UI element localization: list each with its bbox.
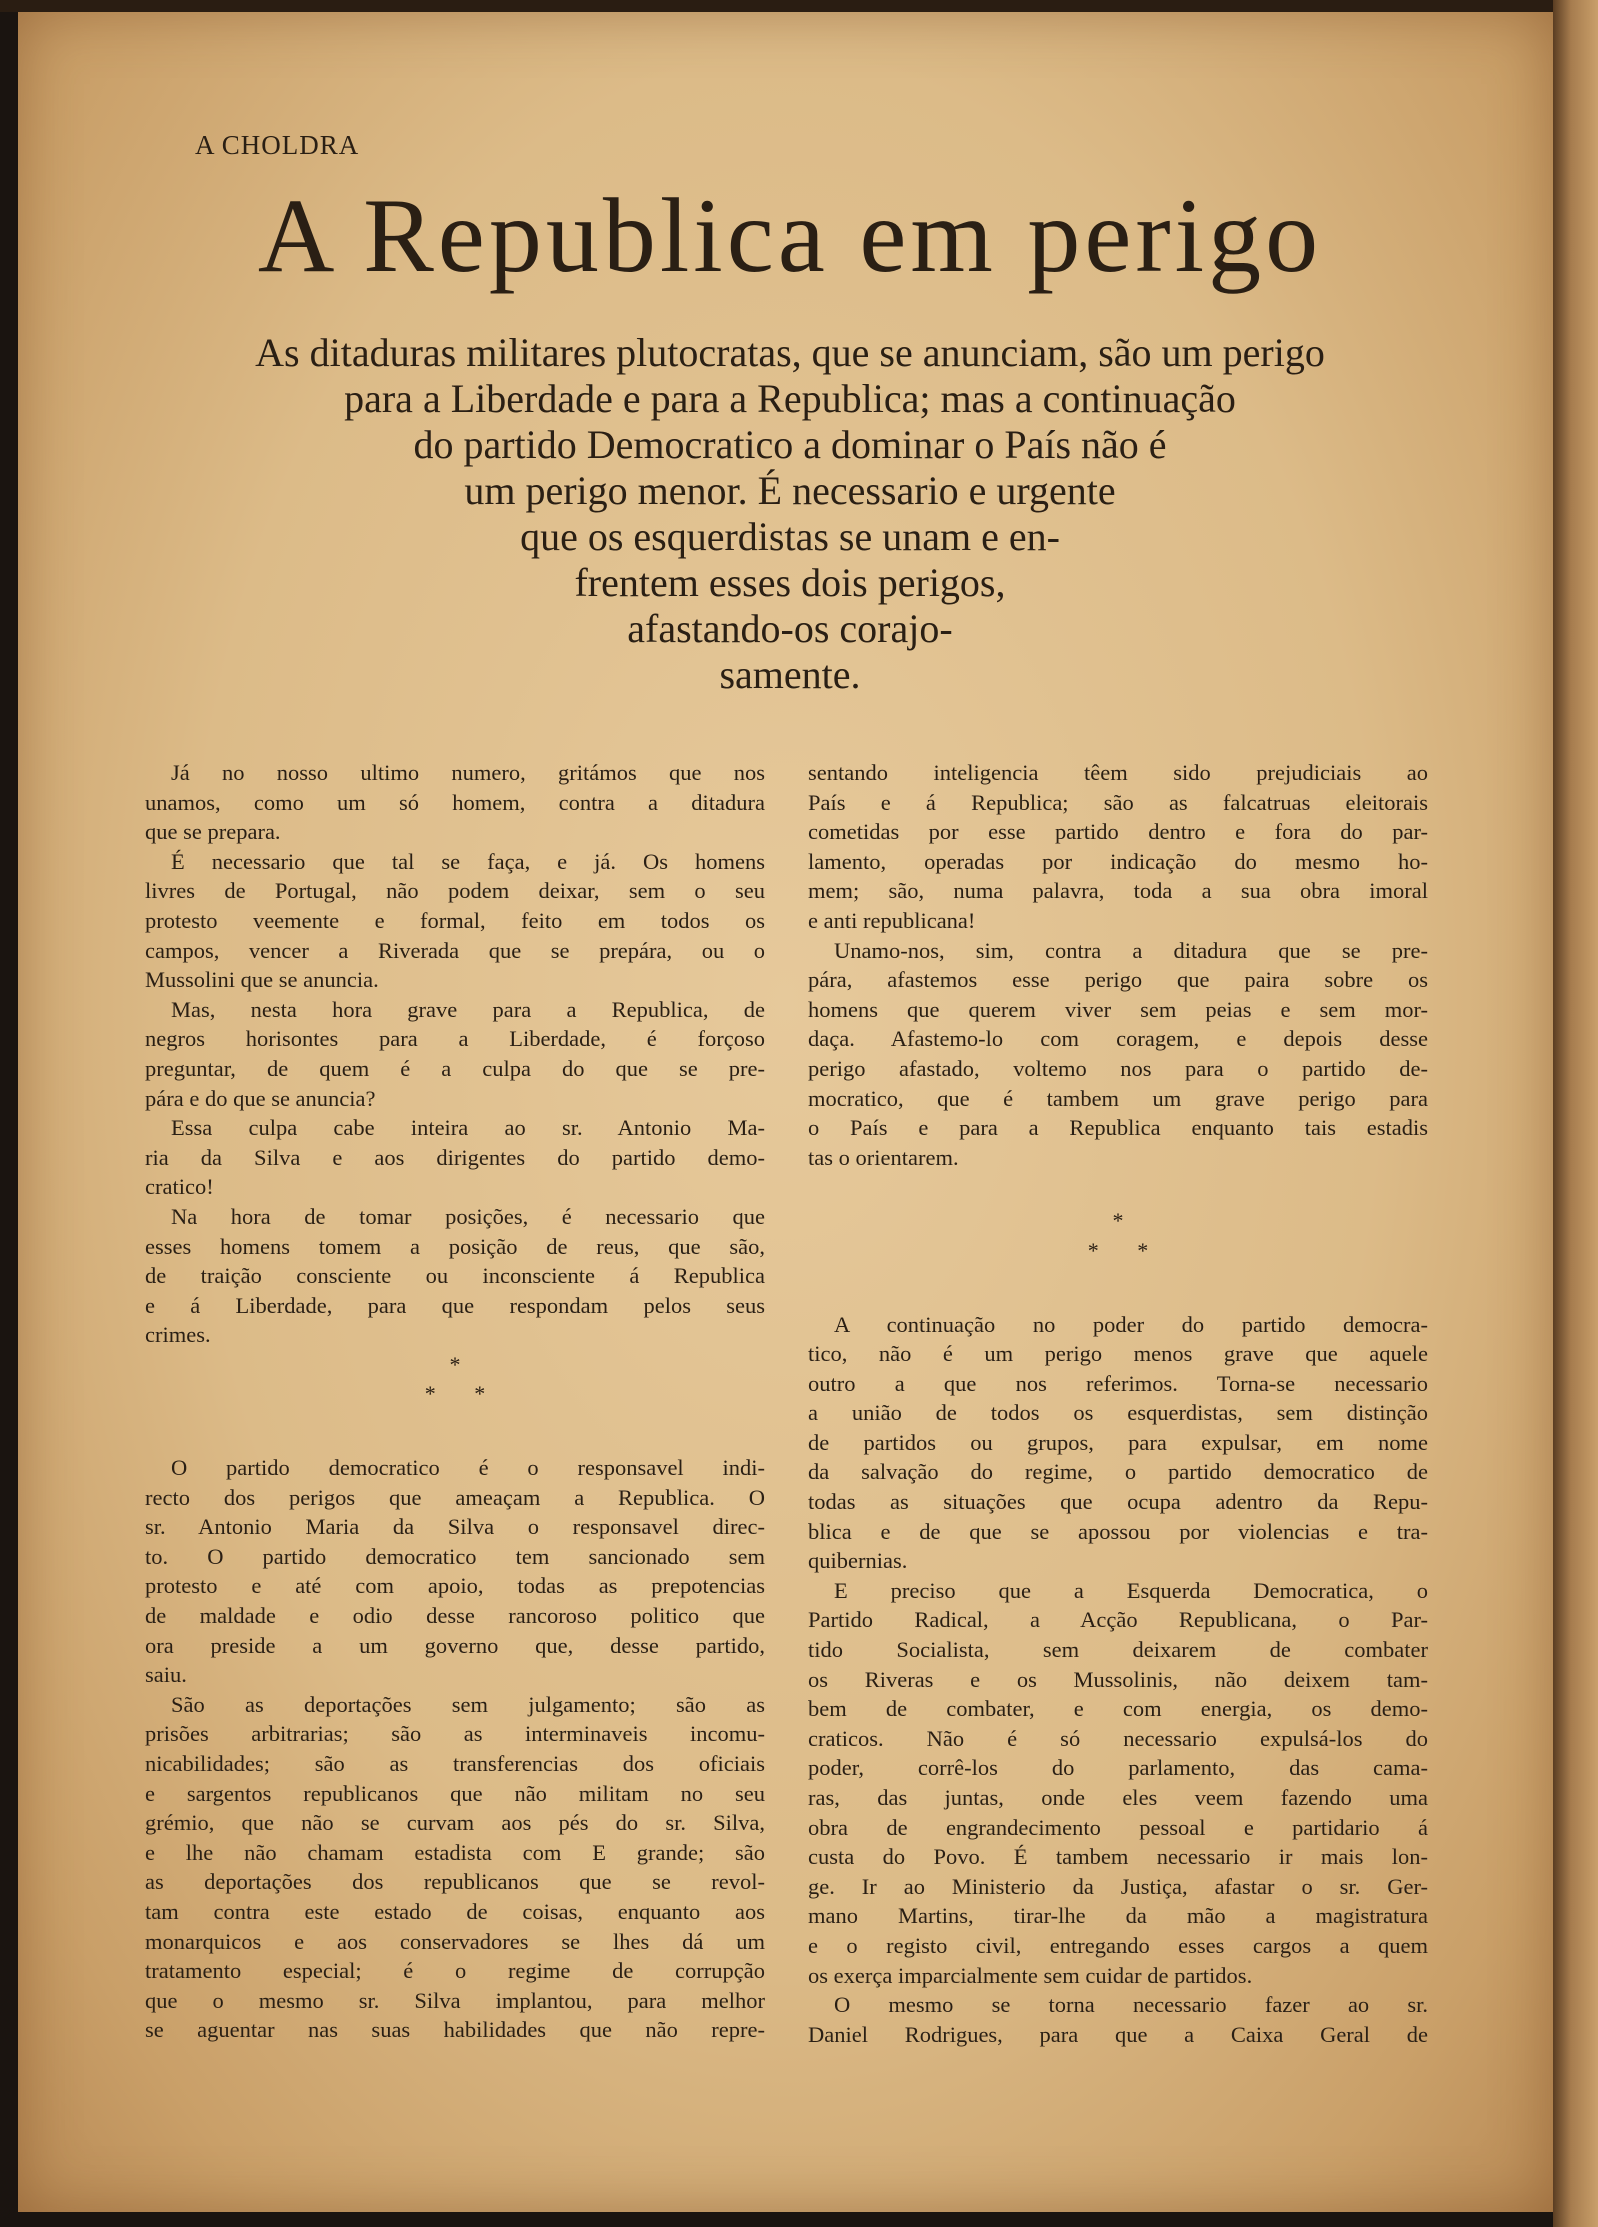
text-line: Unamo-nos, sim, contra a ditadura que se pre-: [834, 937, 1428, 963]
text-line: Na hora de tomar posições, é necessario que: [171, 1203, 765, 1229]
lead-paragraph: [130, 330, 1450, 698]
text-line: quibernias.: [808, 1548, 908, 1574]
text-line: protesto veemente e formal, feito em todos os: [145, 907, 765, 933]
text-line: esses homens tomem a posição de reus, que são,: [145, 1233, 765, 1259]
text-line: cratico!: [145, 1174, 214, 1200]
text-line: o País e para a Republica enquanto tais estadis: [808, 1115, 1428, 1141]
text-line: que se prepara.: [145, 819, 281, 845]
text-line: Já no nosso ultimo numero, gritámos que nos: [171, 760, 765, 785]
text-line: a união de todos os esquerdistas, sem distinção: [808, 1400, 1428, 1426]
lead-line: frentem esses dois perigos,: [574, 560, 1006, 605]
text-line: Essa culpa cabe inteira ao sr. Antonio Ma-: [171, 1115, 765, 1141]
page-top-edge: [0, 0, 1598, 12]
text-line: ras, das juntas, onde eles veem fazendo uma: [808, 1785, 1428, 1810]
lead-line: As ditaduras militares plutocratas, que se anunciam, são um perigo: [255, 330, 1325, 375]
text-line: O partido democratico é o responsavel indi-: [171, 1455, 765, 1481]
text-line: E preciso que a Esquerda Democratica, o: [834, 1577, 1428, 1603]
text-line: lamento, operadas por indicação do mesmo ho-: [808, 848, 1428, 874]
text-line: campos, vencer a Riverada que se prepára, ou o: [145, 937, 765, 963]
text-line: livres de Portugal, não podem deixar, sem o seu: [145, 878, 765, 904]
section-divider-star: *: [1112, 1208, 1124, 1234]
text-line: tido Socialista, sem deixarem de combater: [808, 1637, 1428, 1663]
text-line: de partidos ou grupos, para expulsar, em nome: [808, 1429, 1428, 1455]
text-line: e á Liberdade, para que respondam pelos seus: [145, 1292, 765, 1318]
text-line: nicabilidades; são as transferencias dos oficiais: [145, 1751, 765, 1776]
text-line: e sargentos republicanos que não militam no seu: [145, 1780, 765, 1806]
lead-line: samente.: [719, 652, 861, 697]
text-line: de traição consciente ou inconsciente á Republica: [145, 1263, 765, 1289]
text-line: craticos. Não é só necessario expulsá-los do: [808, 1725, 1428, 1751]
text-line: custa do Povo. É tambem necessario ir mais lon-: [808, 1844, 1428, 1870]
headline: A Republica em perigo: [257, 177, 1323, 294]
text-line: Daniel Rodrigues, para que a Caixa Geral de: [808, 2021, 1428, 2047]
text-line: homens que querem viver sem peias e sem mor-: [808, 996, 1428, 1022]
text-line: recto dos perigos que ameaçam a Republica. O: [145, 1484, 765, 1510]
section-divider-stars: * *: [1087, 1237, 1149, 1263]
text-line: Partido Radical, a Acção Republicana, o Par-: [808, 1607, 1428, 1633]
text-line: cometidas por esse partido dentro e fora do par-: [808, 819, 1428, 845]
text-line: monarquicos e aos conservadores se lhes dá um: [145, 1928, 765, 1954]
text-line: de maldade e odio desse rancoroso politico que: [145, 1603, 765, 1629]
text-line: todas as situações que ocupa adentro da Repu-: [808, 1489, 1428, 1515]
text-line: crimes.: [145, 1322, 211, 1348]
text-line: negros horisontes para a Liberdade, é forçoso: [145, 1026, 765, 1052]
text-line: Mussolini que se anuncia.: [145, 967, 379, 993]
text-line: os Riveras e os Mussolinis, não deixem tam-: [808, 1666, 1428, 1692]
text-line: unamos, como um só homem, contra a ditadura: [145, 789, 765, 815]
text-line: daça. Afastemo-lo com coragem, e depois desse: [808, 1026, 1428, 1052]
spacer: [808, 1172, 1428, 1206]
section-divider-star: *: [449, 1351, 461, 1377]
text-line: sr. Antonio Maria da Silva o responsavel direc-: [145, 1514, 765, 1540]
text-line: tam contra este estado de coisas, enquanto aos: [145, 1898, 765, 1924]
text-line: mano Martins, tirar-lhe da mão a magistratura: [808, 1903, 1428, 1929]
text-line: perigo afastado, voltemo nos para o partido de-: [808, 1055, 1428, 1081]
section-divider-stars: * *: [424, 1381, 486, 1407]
text-line: É necessario que tal se faça, e já. Os homens: [171, 848, 765, 874]
text-line: ora preside a um governo que, desse partido,: [145, 1632, 765, 1658]
text-line: os exerça imparcialmente sem cuidar de partidos.: [808, 1962, 1253, 1988]
text-line: outro a que nos referimos. Torna-se necessario: [808, 1370, 1428, 1396]
text-line: prisões arbitrarias; são as interminaveis incomu-: [145, 1721, 765, 1747]
text-line: São as deportações sem julgamento; são as: [171, 1691, 765, 1717]
text-line: tratamento especial; é o regime de corrupção: [145, 1958, 765, 1984]
text-line: que o mesmo sr. Silva implantou, para melhor: [145, 1987, 765, 2013]
lead-line: um perigo menor. É necessario e urgente: [464, 468, 1116, 513]
lead-line: do partido Democratico a dominar o País não é: [413, 422, 1167, 467]
text-line: ria da Silva e aos dirigentes do partido demo-: [145, 1144, 765, 1170]
text-line: ge. Ir ao Ministerio da Justiça, afastar o sr. Ger-: [808, 1873, 1428, 1899]
text-line: Mas, nesta hora grave para a Republica, de: [171, 996, 765, 1022]
text-line: saiu.: [145, 1662, 187, 1688]
text-line: tas o orientarem.: [808, 1144, 959, 1170]
adjacent-page-edge: [1553, 0, 1598, 2227]
text-line: O mesmo se torna necessario fazer ao sr.: [834, 1992, 1428, 2018]
text-line: tico, não é um perigo menos grave que aquele: [808, 1341, 1428, 1367]
text-line: se aguentar nas suas habilidades que não repre-: [145, 2017, 765, 2043]
spacer: [145, 1409, 765, 1453]
spacer: [808, 1266, 1428, 1310]
text-line: e anti republicana!: [808, 907, 976, 933]
text-line: grémio, que não se curvam aos pés do sr. Silva,: [145, 1810, 765, 1836]
text-line: País e á Republica; são as falcatruas eleitorais: [808, 789, 1428, 815]
text-line: poder, corrê-los do parlamento, das cama-: [808, 1755, 1428, 1781]
left-column: [145, 758, 765, 2045]
text-line: pára, afastemos esse perigo que paira sobre os: [808, 967, 1428, 993]
right-column: [808, 758, 1428, 2049]
section-label: A CHOLDRA: [195, 130, 360, 160]
lead-line: que os esquerdistas se unam e en-: [520, 514, 1060, 559]
text-line: e lhe não chamam estadista com E grande; são: [145, 1839, 765, 1865]
text-line: A continuação no poder do partido democra-: [834, 1311, 1428, 1337]
text-line: to. O partido democratico tem sancionado sem: [145, 1543, 765, 1569]
text-line: da salvação do regime, o partido democratico de: [808, 1459, 1428, 1485]
text-line: protesto e até com apoio, todas as prepotencias: [145, 1573, 765, 1599]
text-line: mem; são, numa palavra, toda a sua obra imoral: [808, 878, 1428, 904]
text-line: pára e do que se anuncia?: [145, 1085, 376, 1111]
lead-line: para a Liberdade e para a Republica; mas a continuação: [344, 376, 1236, 421]
text-line: blica e de que se apossou por violencias e tra-: [808, 1518, 1428, 1544]
text-line: as deportações dos republicanos que se revol-: [145, 1869, 765, 1895]
text-line: sentando inteligencia têem sido prejudiciais ao: [808, 760, 1428, 785]
lead-line: afastando-os corajo-: [627, 606, 953, 651]
text-line: obra de engrandecimento pessoal e partidario á: [808, 1814, 1428, 1840]
text-line: preguntar, de quem é a culpa do que se pre-: [145, 1055, 765, 1081]
text-line: e o registo civil, entregando esses cargos a quem: [808, 1932, 1428, 1958]
text-line: mocratico, que é tambem um grave perigo para: [808, 1085, 1428, 1111]
text-line: bem de combater, e com energia, os demo-: [808, 1696, 1428, 1722]
